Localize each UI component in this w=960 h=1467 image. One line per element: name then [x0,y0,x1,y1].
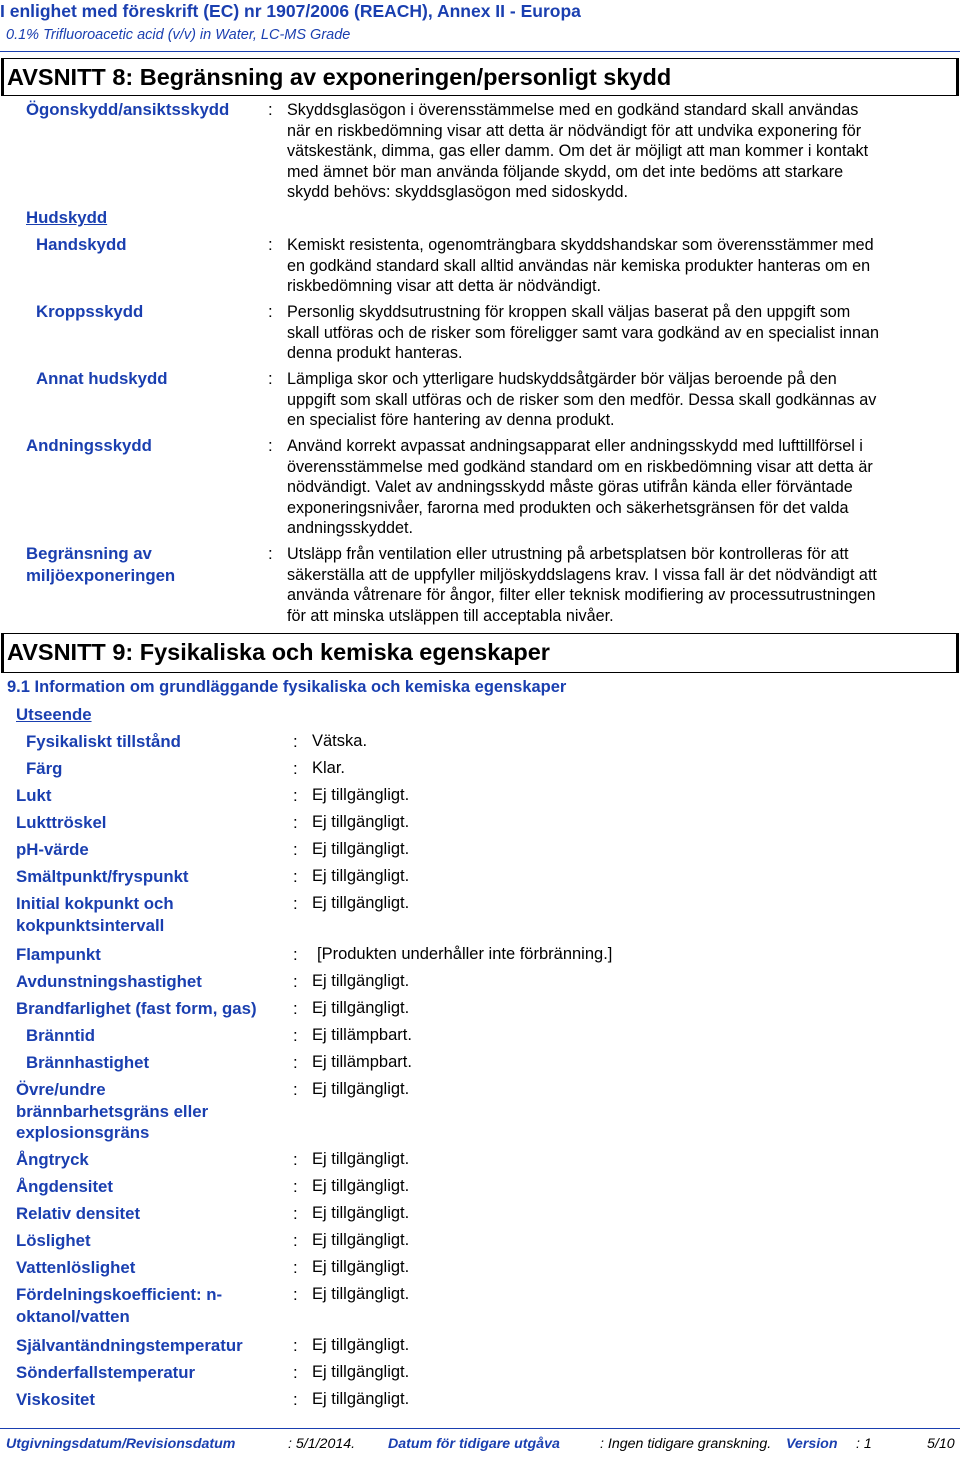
colon: : [268,302,273,321]
colon: : [293,999,298,1018]
colon: : [293,894,298,913]
eye-protection-label: Ögonskydd/ansiktsskydd [26,100,230,119]
property-value: Ej tillgängligt. [312,1363,410,1381]
body-protection-text: Personlig skyddsutrustning för kroppen skall väljas baserat på den uppgift som skall utföras och de risker som föreligger samt vara godkänd av en specialist innan denna produkt hanteras. [287,303,880,362]
property-value: Ej tillgängligt. [312,1080,410,1098]
colon: : [293,732,298,751]
colon: : [293,1336,298,1355]
eye-protection-text: Skyddsglasögon i överensstämmelse med en godkänd standard skall användas när en riskbedömning visar att detta är nödvändigt för att undvika exponering för vätskestänk, dimma, gas eller damm. Om det är möjligt att man kommer i kontakt med ämnet bör man använda följande skydd, om det inte bedöms att starkare skydd behövs: skyddsglasögon med sidoskydd. [287,101,869,201]
colon: : [293,1231,298,1250]
header-divider [0,51,960,52]
colon: : [268,235,273,254]
property-label: Självantändningstemperatur [16,1336,243,1355]
property-label: Smältpunkt/fryspunkt [16,867,189,886]
colon: : [293,945,298,964]
property-value: Ej tillgängligt. [312,1177,410,1195]
property-label: Viskositet [16,1390,95,1409]
property-label: Löslighet [16,1231,91,1250]
colon: : [293,1026,298,1045]
other-skin-protection-label: Annat hudskydd [36,369,168,388]
property-value: Ej tillgängligt. [312,1258,410,1276]
property-label: Sönderfallstemperatur [16,1363,196,1382]
previous-date-value: : Ingen tidigare granskning. [600,1436,772,1452]
property-label: Bränntid [26,1026,95,1045]
colon: : [293,972,298,991]
colon: : [293,813,298,832]
colon: : [293,1053,298,1072]
colon: : [293,1204,298,1223]
property-label: Initial kokpunkt och kokpunktsintervall [16,894,174,935]
colon: : [268,436,273,455]
property-value: Ej tillämpbart. [312,1053,412,1071]
respiratory-protection-label: Andningsskydd [26,436,152,455]
property-value: Ej tillgängligt. [312,1285,410,1303]
colon: : [293,786,298,805]
colon: : [293,1150,298,1169]
other-skin-protection-text: Lämpliga skor och ytterligare hudskyddsåtgärder bör väljas beroende på den uppgift som skall utföras och de risker som den medför. Dessa skall godkännas av en specialist före hantering av denna produkt. [287,370,877,429]
issue-date-label: Utgivningsdatum/Revisionsdatum [6,1436,236,1452]
property-label: Relativ densitet [16,1204,141,1223]
property-value: Klar. [312,759,346,777]
document-header-title: I enlighet med föreskrift (EC) nr 1907/2006 (REACH), Annex II - Europa [0,1,581,21]
hand-protection-label: Handskydd [36,235,127,254]
property-label: Ångtryck [16,1150,89,1169]
property-label: pH-värde [16,840,89,859]
property-value: Ej tillgängligt. [312,894,410,912]
colon: : [293,1177,298,1196]
version-label: Version [786,1436,838,1452]
colon: : [293,867,298,886]
appearance-heading: Utseende [16,705,92,724]
page-number: 5/10 [927,1436,955,1452]
issue-date-value: : 5/1/2014. [288,1436,356,1452]
colon: : [293,1390,298,1409]
environmental-exposure-label: Begränsning av miljöexponeringen [26,544,176,585]
property-value: Ej tillgängligt. [312,813,410,831]
property-label: Brandfarlighet (fast form, gas) [16,999,257,1018]
property-value: Ej tillgängligt. [312,1231,410,1249]
environmental-exposure-text: Utsläpp från ventilation eller utrustning på arbetsplatsen bör kontrolleras för att säkerställa att de uppfyller miljöskyddslagens krav. I vissa fall är det nödvändigt att använda våtrenare för ångor, filter eller teknisk modifiering av processutrustningen för att minska utsläppen till acceptabla nivåer. [287,545,877,625]
property-value: [Produkten underhåller inte förbränning.] [317,945,613,963]
property-value: Ej tillgängligt. [312,999,410,1017]
colon: : [293,1363,298,1382]
property-label: Avdunstningshastighet [16,972,202,991]
skin-protection-heading: Hudskydd [26,208,108,227]
property-value: Ej tillämpbart. [312,1026,412,1044]
version-value: : 1 [856,1436,872,1452]
property-label: Fysikaliskt tillstånd [26,732,181,751]
hand-protection-text: Kemiskt resistenta, ogenomträngbara skyddshandskar som överensstämmer med en godkänd standard skall alltid användas när kemiska produkter hanteras om en riskbedömning visar att detta är nödvändigt. [287,236,874,295]
property-value: Ej tillgängligt. [312,1390,410,1408]
property-value: Ej tillgängligt. [312,786,410,804]
property-value: Ej tillgängligt. [312,840,410,858]
property-value: Vätska. [312,732,368,750]
respiratory-protection-text: Använd korrekt avpassat andningsapparat eller andningsskydd med lufttillförsel i överensstämmelse med godkänd standard om en riskbedömning visar att detta är nödvändigt. Valet av andningsskydd måste göras utifrån kända eller förväntade exponeringsnivåer, farorna med produkten och säkerhetsgränsen för det valda andningsskyddet. [287,437,873,537]
colon: : [293,1080,298,1099]
property-label: Vattenlöslighet [16,1258,136,1277]
property-label: Övre/undre brännbarhetsgräns eller explosionsgräns [16,1080,209,1142]
colon: : [293,759,298,778]
footer-divider [0,1428,960,1429]
property-label: Ångdensitet [16,1177,113,1196]
property-value: Ej tillgängligt. [312,1150,410,1168]
colon: : [268,544,273,563]
section-9-1-subtitle: 9.1 Information om grundläggande fysikaliska och kemiska egenskaper [7,678,567,696]
property-label: Flampunkt [16,945,101,964]
previous-date-label: Datum för tidigare utgåva [388,1436,560,1452]
colon: : [268,369,273,388]
property-label: Lukttröskel [16,813,107,832]
product-name: 0.1% Trifluoroacetic acid (v/v) in Water, LC-MS Grade [6,27,351,43]
property-label: Lukt [16,786,52,805]
colon: : [293,840,298,859]
property-label: Färg [26,759,63,778]
section-9-title: AVSNITT 9: Fysikaliska och kemiska egenskaper [7,639,550,665]
colon: : [293,1258,298,1277]
property-label: Brännhastighet [26,1053,150,1072]
property-value: Ej tillgängligt. [312,1336,410,1354]
body-protection-label: Kroppsskydd [36,302,144,321]
property-label: Fördelningskoefficient: n- oktanol/vatten [16,1285,223,1326]
property-value: Ej tillgängligt. [312,1204,410,1222]
colon: : [268,100,273,119]
section-8-title: AVSNITT 8: Begränsning av exponeringen/personligt skydd [7,64,672,90]
colon: : [293,1285,298,1304]
property-value: Ej tillgängligt. [312,867,410,885]
property-value: Ej tillgängligt. [312,972,410,990]
